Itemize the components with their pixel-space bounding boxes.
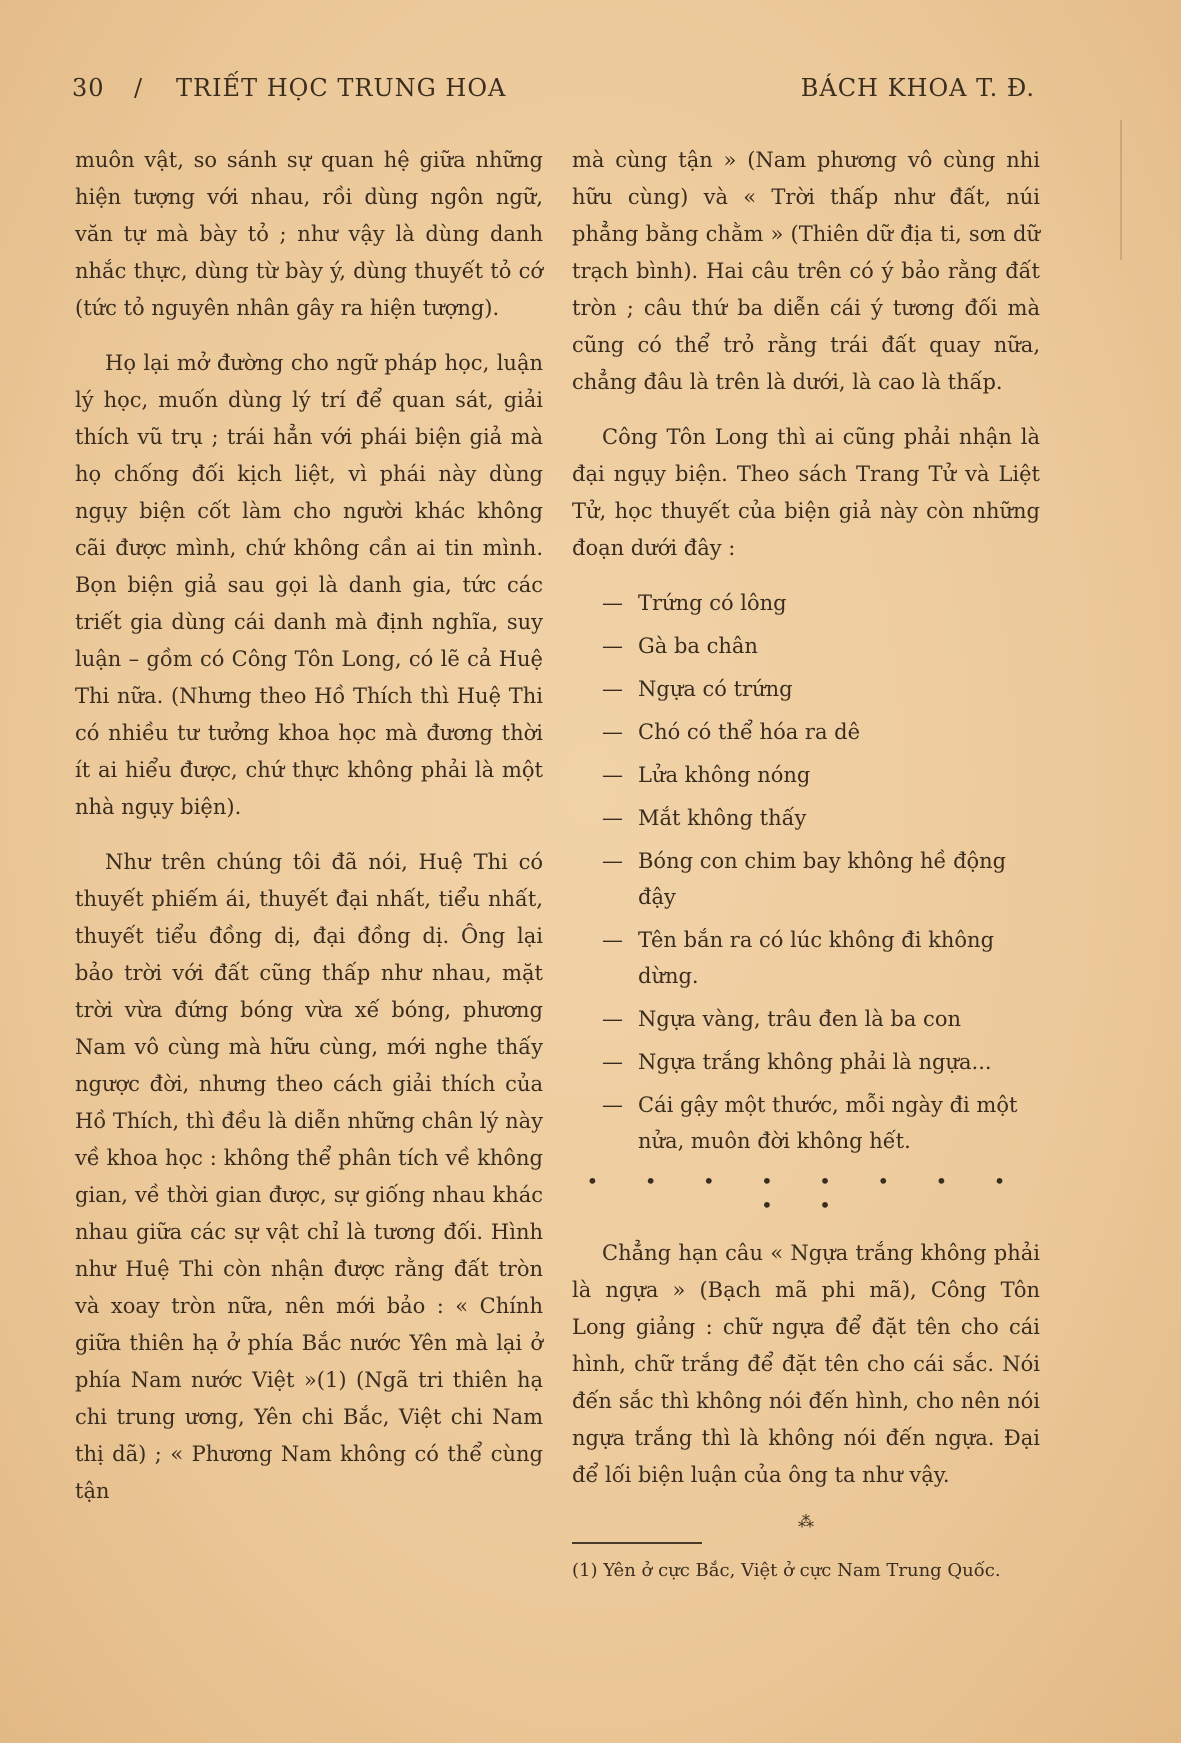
list-item: — Chó có thể hóa ra dê xyxy=(602,714,1040,750)
running-header xyxy=(72,74,1035,114)
list-item: — Ngựa vàng, trâu đen là ba con xyxy=(602,1001,1040,1037)
page-number: 30 xyxy=(72,74,105,102)
list-item: — Cái gậy một thước, mỗi ngày đi một nửa, muôn đời không hết. xyxy=(602,1087,1040,1159)
paragraph: Họ lại mở đường cho ngữ pháp học, luận lý học, muốn dùng lý trí để quan sát, giải thích vũ trụ ; trái hẳn với phái biện giả mà họ chống đối kịch liệt, vì phái này dùng ngụy biện cốt làm cho người khác không cãi được mình, chứ không cần ai tin mình. Bọn biện giả sau gọi là danh gia, tức các triết gia dùng cái danh mà định nghĩa, suy luận – gồm có Công Tôn Long, có lẽ cả Huệ Thi nữa. (Nhưng theo Hồ Thích thì Huệ Thi có nhiều tư tưởng khoa học mà đương thời ít ai hiểu được, chứ thực không phải là một nhà ngụy biện). xyxy=(75,351,543,819)
list-item: — Bóng con chim bay không hề động đậy xyxy=(602,843,1040,915)
list-item: — Gà ba chân xyxy=(602,628,1040,664)
asterism: ⁂ xyxy=(798,1512,814,1531)
footnote-divider xyxy=(572,1542,702,1544)
page-edge-mark xyxy=(1120,120,1162,260)
paragraph: mà cùng tận » (Nam phương vô cùng nhi hữu cùng) và « Trời thấp như đất, núi phẳng bằng chằm » (Thiên dữ địa ti, sơn dữ trạch bình). Hai câu trên có ý bảo rằng đất tròn ; câu thứ ba diễn cái ý tương đối mà cũng có thể trỏ rằng trái đất quay nữa, chẳng đâu là trên là dưới, là cao là thấp. xyxy=(572,148,1040,394)
footnote: (1) Yên ở cực Bắc, Việt ở cực Nam Trung Quốc. xyxy=(572,1560,1001,1581)
list-item: — Trứng có lông xyxy=(602,585,1040,621)
right-column xyxy=(572,142,1040,1586)
list-item: — Tên bắn ra có lúc không đi không dừng. xyxy=(602,922,1040,994)
header-separator: / xyxy=(134,74,144,102)
paragraph: muôn vật, so sánh sự quan hệ giữa những hiện tượng với nhau, rồi dùng ngôn ngữ, văn tự mà bày tỏ ; như vậy là dùng danh nhắc thực, dùng từ bày ý, dùng thuyết tỏ cớ (tức tỏ nguyên nhân gây ra hiện tượng). xyxy=(75,148,543,320)
dot-separator: • • • • • • • • • • xyxy=(586,1169,1026,1217)
paragraph: Chẳng hạn câu « Ngựa trắng không phải là ngựa » (Bạch mã phi mã), Công Tôn Long giảng : chữ ngựa để đặt tên cho cái hình, chữ trắng để đặt tên cho cái sắc. Nói đến sắc thì không nói đến hình, cho nên nói ngựa trắng thì là không nói đến ngựa. Đại để lối biện luận của ông ta như vậy. xyxy=(572,1241,1040,1487)
paradox-list xyxy=(572,585,1040,1159)
paragraph: Công Tôn Long thì ai cũng phải nhận là đại ngụy biện. Theo sách Trang Tử và Liệt Tử, học thuyết của biện giả này còn những đoạn dưới đây : xyxy=(572,425,1040,560)
list-item: — Ngựa trắng không phải là ngựa... xyxy=(602,1044,1040,1080)
left-column xyxy=(75,142,543,1528)
list-item: — Mắt không thấy xyxy=(602,800,1040,836)
paragraph: Như trên chúng tôi đã nói, Huệ Thi có thuyết phiếm ái, thuyết đại nhất, tiểu nhất, thuyết tiểu đồng dị, đại đồng dị. Ông lại bảo trời với đất cũng thấp như nhau, mặt trời vừa đứng bóng vừa xế bóng, phương Nam vô cùng mà hữu cùng, mới nghe thấy ngược đời, nhưng theo cách giải thích của Hồ Thích, thì đều là diễn những chân lý này về khoa học : không thể phân tích về không gian, về thời gian được, sự giống nhau khác nhau giữa các sự vật chỉ là tương đối. Hình như Huệ Thi còn nhận được rằng đất tròn và xoay tròn nữa, nên mới bảo : « Chính giữa thiên hạ ở phía Bắc nước Yên mà lại ở phía Nam nước Việt »(1) (Ngã tri thiên hạ chi trung ương, Yên chi Bắc, Việt chi Nam thị dã) ; « Phương Nam không có thể cùng tận xyxy=(75,850,543,1503)
section-title: TRIẾT HỌC TRUNG HOA xyxy=(176,74,507,102)
list-item: — Ngựa có trứng xyxy=(602,671,1040,707)
publication-title: BÁCH KHOA T. Đ. xyxy=(800,74,1035,102)
list-item: — Lửa không nóng xyxy=(602,757,1040,793)
